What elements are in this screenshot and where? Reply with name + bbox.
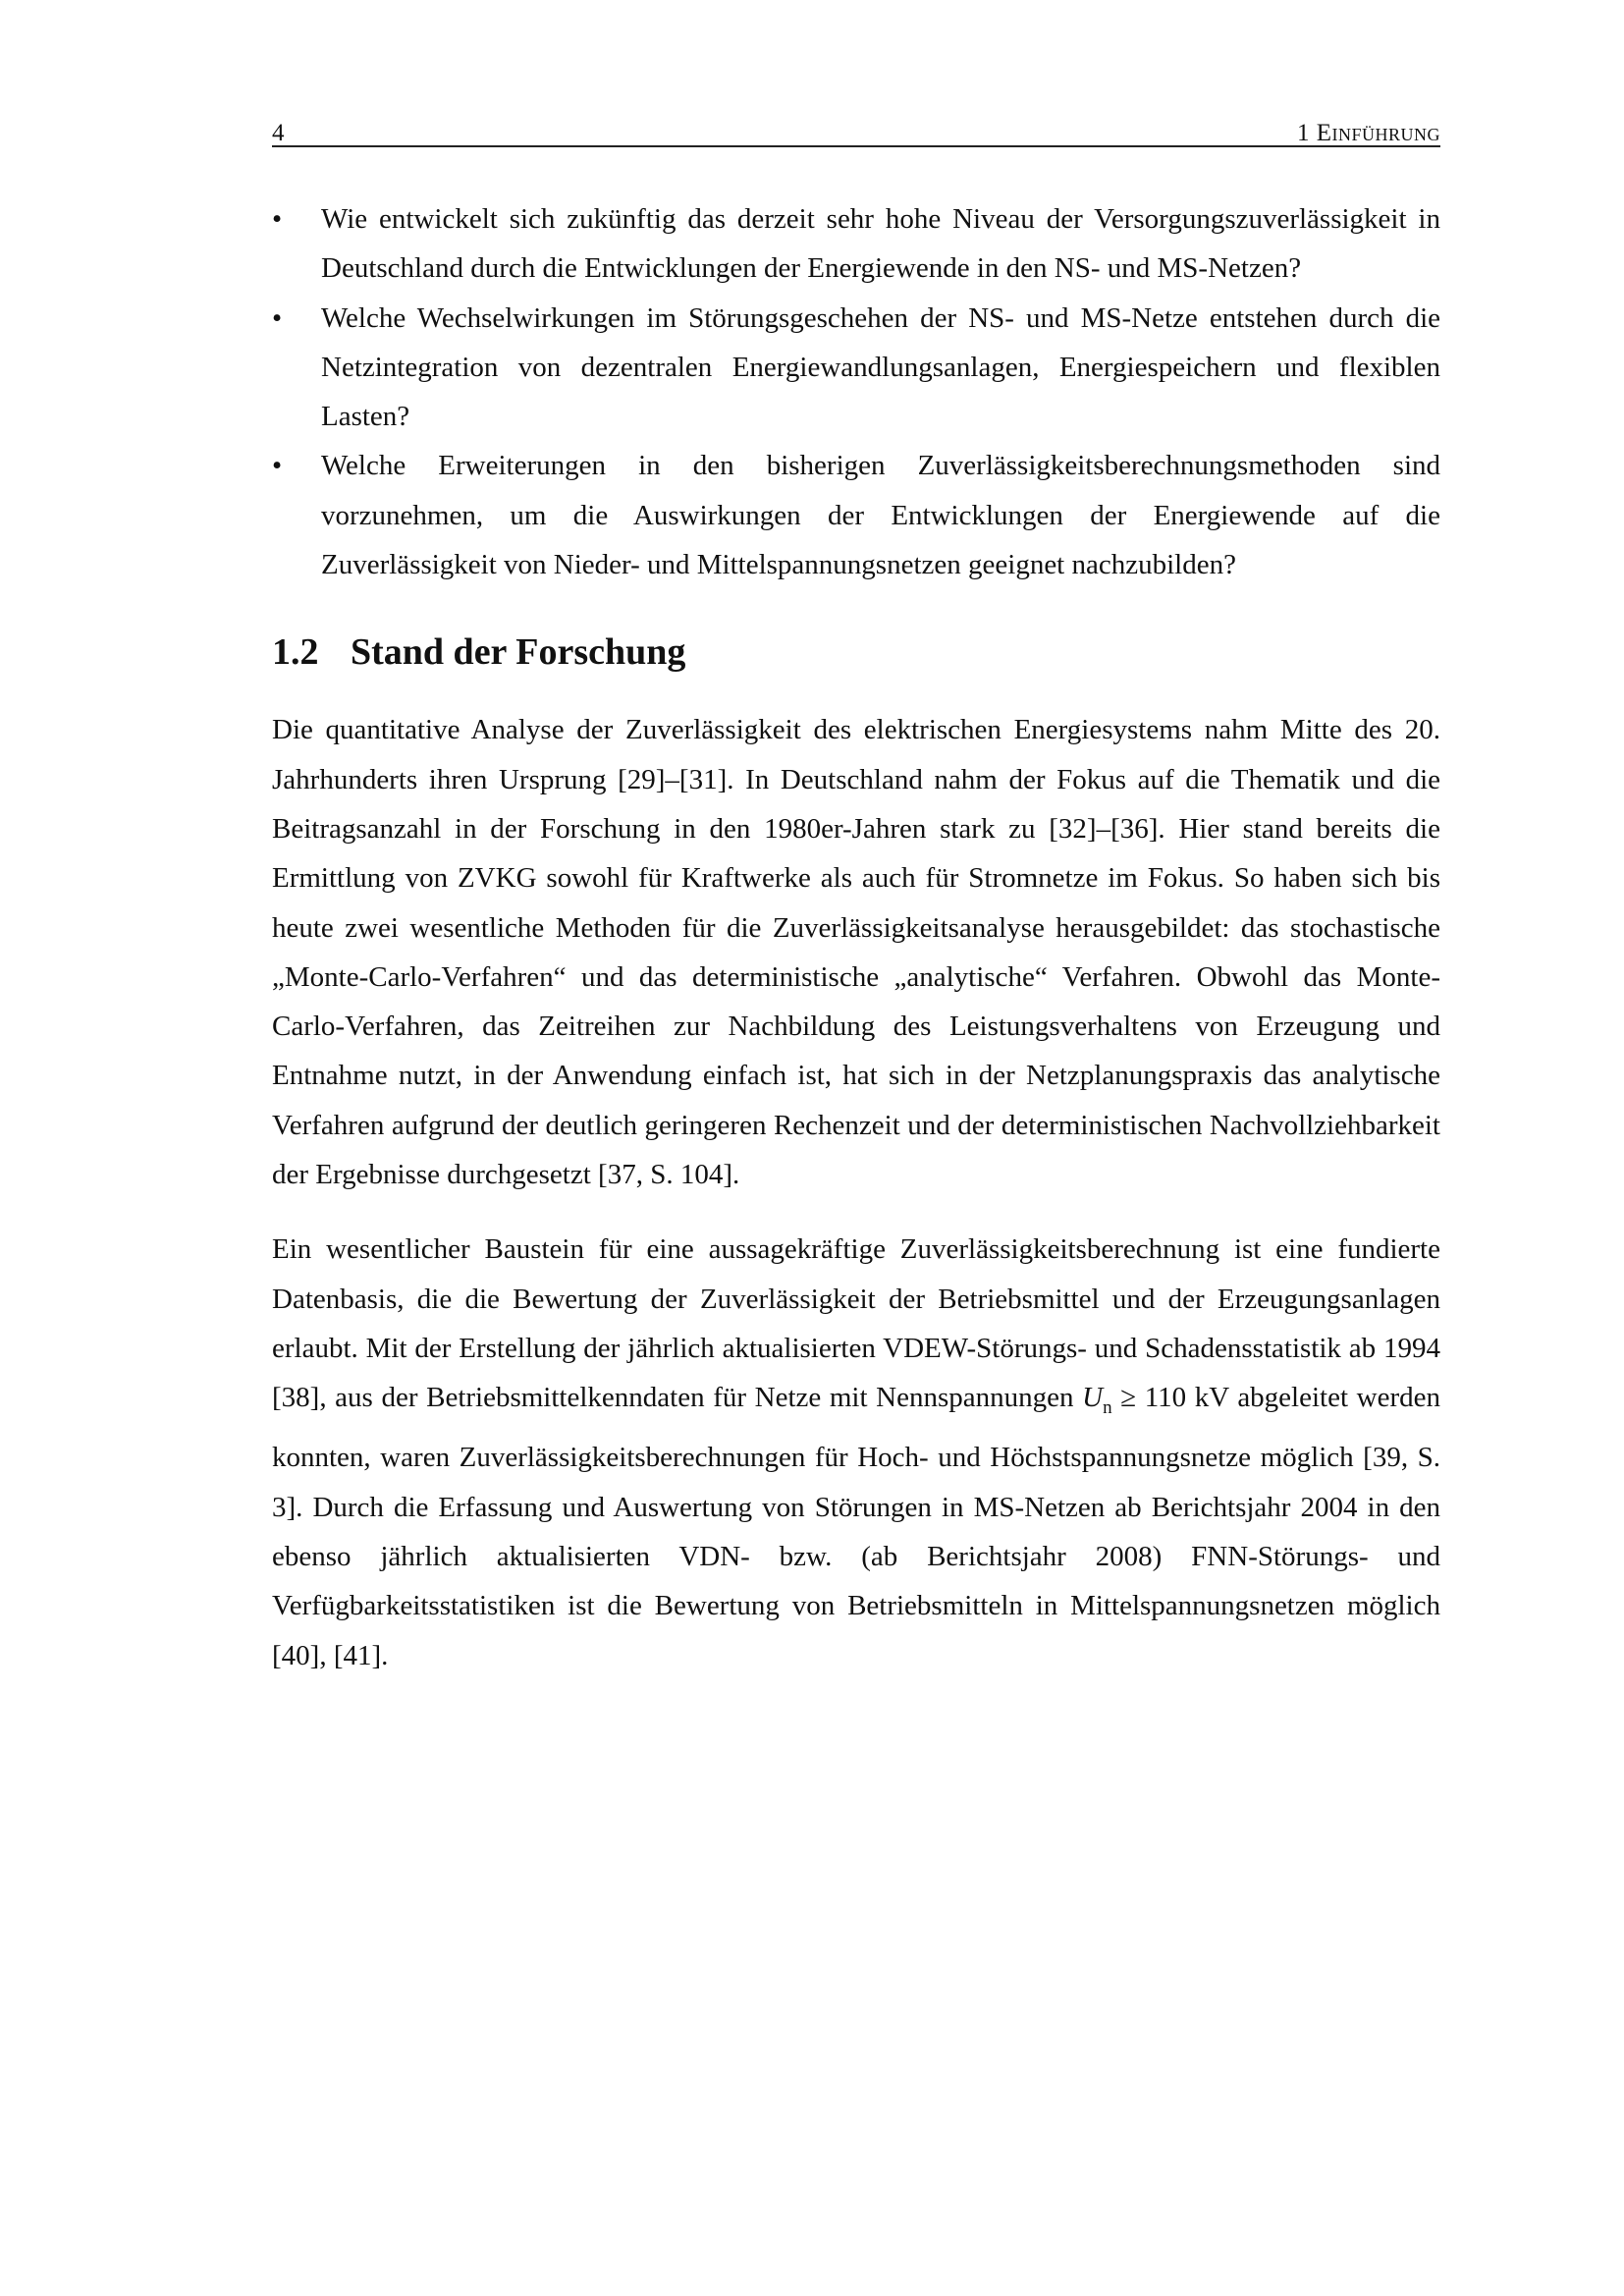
list-item-text: Wie entwickelt sich zukünftig das derzeit sehr hohe Niveau der Versorgungszuverlässigkeit in Deutschland durch die Entwicklungen der Energiewende in den NS- und MS-Netzen? [321, 203, 1440, 285]
paragraph-data-basis-part1: Ein wesentlicher Baustein für eine aussagekräftige Zuverlässigkeitsberechnung ist eine fundierte Datenbasis, die die Bewertung der Zuverlässigkeit der Betriebsmittel und der Erzeugungsanlagen erlaubt. Mit der Erstellung der jährlich aktualisierten VDEW-Störungs- und Schadensstatistik ab 1994 [38], aus der Betriebsmittelkenndaten für Netze mit Nennspannungen [272, 1233, 1440, 1414]
bullet-icon: • [272, 450, 283, 482]
list-item-text: Welche Wechselwirkungen im Störungsgeschehen der NS- und MS-Netze entstehen durch die Netzintegration von dezentralen Energiewandlungsanlagen, Energiespeichern und flexiblen Lasten? [321, 301, 1440, 433]
list-item [272, 294, 1440, 442]
section-heading [272, 629, 1440, 676]
paragraph-research-history: Die quantitative Analyse der Zuverlässigkeit des elektrischen Energiesystems nahm Mitte des 20. Jahrhunderts ihren Ursprung [29]–[31]. In Deutschland nahm der Fokus auf die Thematik und die Beitragsanzahl in der Forschung in den 1980er-Jahren stark zu [32]–[36]. Hier stand bereits die Ermittlung von ZVKG sowohl für Kraftwerke als auch für Stromnetze im Fokus. So haben sich bis heute zwei wesentliche Methoden für die Zuverlässigkeitsanalyse herausgebildet: das stochastische „Monte-Carlo-Verfahren“ und das deterministische „analytische“ Verfahren. Obwohl das Monte-Carlo-Verfahren, das Zeitreihen zur Nachbildung des Leistungsverhaltens von Erzeugung und Entnahme nutzt, in der Anwendung einfach ist, hat sich in der Netzplanungspraxis das analytische Verfahren aufgrund der deutlich geringeren Rechenzeit und der deterministischen Nachvollziehbarkeit der Ergebnisse durchgesetzt [37, S. 104]. [272, 714, 1440, 1191]
page-content [272, 194, 1440, 1680]
section-title: Stand der Forschung [351, 631, 686, 674]
voltage-subscript: n [1103, 1397, 1112, 1419]
chapter-title: 1 Einführung [1296, 120, 1440, 146]
paragraph-data-basis [272, 1225, 1440, 1679]
list-item [272, 441, 1440, 589]
bullet-icon: • [272, 203, 283, 235]
list-item [272, 194, 1440, 294]
paragraph-data-basis-part2: ≥ 110 kV abgeleitet werden konnten, waren Zuverlässigkeitsberechnungen für Hoch- und Höchstspannungsnetze möglich [39, S. 3]. Durch die Erfassung und Auswertung von Störungen in MS-Netzen ab Berichtsjahr 2004 in den ebenso jährlich aktualisierten VDN- bzw. (ab Berichtsjahr 2008) FNN-Störungs- und Verfügbarkeitsstatistiken ist die Bewertung von Betriebsmitteln in Mittelspannungsnetzen möglich [40], [41]. [272, 1382, 1440, 1671]
question-list [272, 194, 1440, 589]
section-number: 1.2 [272, 631, 319, 674]
list-item-text: Welche Erweiterungen in den bisherigen Zuverlässigkeitsberechnungsmethoden sind vorzunehmen, um die Auswirkungen der Entwicklungen der Energiewende auf die Zuverlässigkeit von Nieder- und Mittelspannungsnetzen geeignet nachzubilden? [321, 450, 1440, 581]
voltage-symbol: U [1082, 1382, 1104, 1414]
running-header [272, 110, 1440, 147]
bullet-icon: • [272, 301, 283, 334]
page-number: 4 [272, 120, 285, 146]
